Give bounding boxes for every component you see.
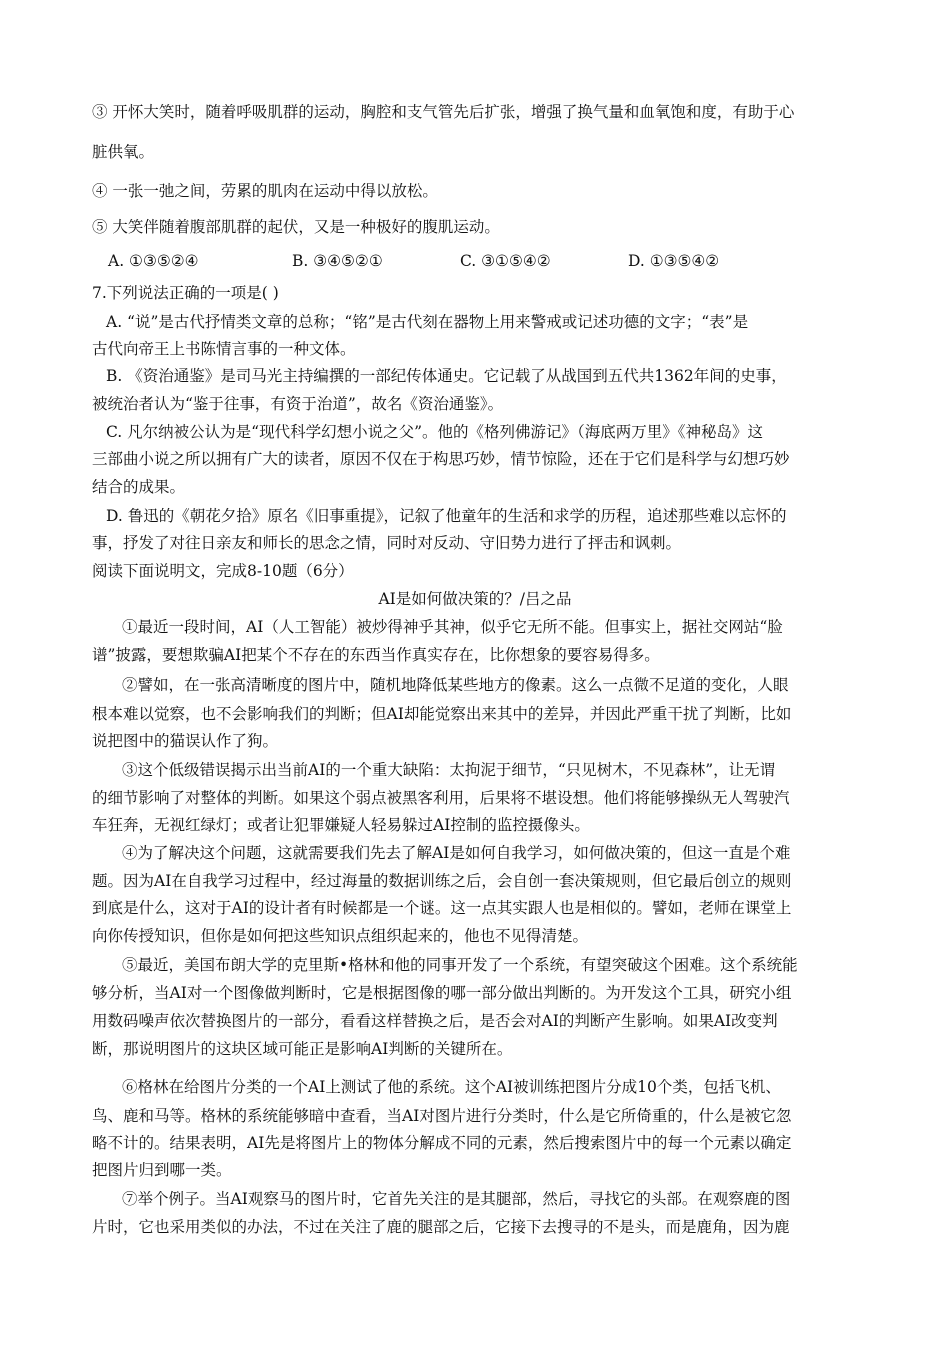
q7-option-a-cont: 古代向帝王上书陈情言事的一种文体。 xyxy=(92,340,356,358)
paragraph-4-line: 题。因为AI在自我学习过程中，经过海量的数据训练之后，会自创一套决策规则，但它最后创立的规则 xyxy=(92,872,792,890)
q7-option-c[interactable]: C. 凡尔纳被公认为是“现代科学幻想小说之父”。他的《格列佛游记》（海底两万里》《神秘岛》这 xyxy=(106,423,764,441)
q6-statement-3-cont: 脏供氧。 xyxy=(92,143,155,161)
paragraph-7: ⑦举个例子。当AI观察马的图片时，它首先关注的是其腿部，然后，寻找它的头部。在观察鹿的图 xyxy=(122,1190,791,1208)
paragraph-5-line: 够分析，当AI对一个图像做判断时，它是根据图像的哪一部分做出判断的。为开发这个工具，研究小组 xyxy=(92,984,792,1002)
paragraph-4-line: 向你传授知识，但你是如何把这些知识点组织起来的，他也不见得清楚。 xyxy=(92,927,589,945)
q6-option-b[interactable]: B. ③④⑤②① xyxy=(292,252,383,270)
q7-stem: 7.下列说法正确的一项是( ) xyxy=(92,284,279,302)
q7-option-b[interactable]: B. 《资治通鉴》是司马光主持编撰的一部纪传体通史。它记载了从战国到五代共1362年间的史事， xyxy=(106,367,787,385)
paragraph-2: ②譬如，在一张高清晰度的图片中，随机地降低某些地方的像素。这么一点微不足道的变化，人眼 xyxy=(122,676,789,694)
paragraph-1-line: 谱”披露，要想欺骗AI把某个不存在的东西当作真实存在，比你想象的要容易得多。 xyxy=(92,646,660,664)
q6-statement-5: ⑤ 大笑伴随着腹部肌群的起伏，又是一种极好的腹肌运动。 xyxy=(92,218,500,236)
paragraph-3: ③这个低级错误揭示出当前AI的一个重大缺陷：太拘泥于细节，“只见树木，不见森林”，让无谓 xyxy=(122,761,776,779)
paragraph-2-line: 说把图中的猫误认作了狗。 xyxy=(92,732,279,750)
paragraph-6-line: 把图片归到哪一类。 xyxy=(92,1161,232,1179)
paragraph-6-line: 略不计的。结果表明，AI先是将图片上的物体分解成不同的元素，然后搜索图片中的每一个元素以确定 xyxy=(92,1134,792,1152)
paragraph-3-line: 车狂奔，无视红绿灯；或者让犯罪嫌疑人轻易躲过AI控制的监控摄像头。 xyxy=(92,816,590,834)
q6-option-d[interactable]: D. ①③⑤④② xyxy=(628,252,720,270)
paragraph-5: ⑤最近，美国布朗大学的克里斯•格林和他的同事开发了一个系统，有望突破这个困难。这个系统能 xyxy=(122,956,798,974)
paragraph-4: ④为了解决这个问题，这就需要我们先去了解AI是如何自我学习，如何做决策的，但这一直是个难 xyxy=(122,844,791,862)
paragraph-4-line: 到底是什么，这对于AI的设计者有时候都是一个谜。这一点其实跟人也是相似的。譬如，老师在课堂上 xyxy=(92,899,792,917)
paragraph-6-line: 鸟、鹿和马等。格林的系统能够暗中查看，当AI对图片进行分类时，什么是它所倚重的，什么是被它忽 xyxy=(92,1107,792,1125)
article-title: AI是如何做决策的？/吕之品 xyxy=(378,590,572,608)
paragraph-3-line: 的细节影响了对整体的判断。如果这个弱点被黑客利用，后果将不堪设想。他们将能够操纵无人驾驶汽 xyxy=(92,789,790,807)
q6-statement-4: ④ 一张一弛之间，劳累的肌肉在运动中得以放松。 xyxy=(92,182,438,200)
paragraph-5-line: 用数码噪声依次替换图片的一部分，看看这样替换之后，是否会对AI的判断产生影响。如果AI改变判 xyxy=(92,1012,778,1030)
q6-option-a[interactable]: A. ①③⑤②④ xyxy=(108,252,199,270)
q6-option-c[interactable]: C. ③①⑤④② xyxy=(460,252,551,270)
paragraph-6: ⑥格林在给图片分类的一个AI上测试了他的系统。这个AI被训练把图片分成10个类，包括飞机、 xyxy=(122,1078,781,1096)
q7-option-b-cont: 被统治者认为“鉴于往事，有资于治道”，故名《资治通鉴》。 xyxy=(92,395,504,413)
paragraph-2-line: 根本难以觉察，也不会影响我们的判断；但AI却能觉察出来其中的差异，并因此严重干扰了判断，比如 xyxy=(92,705,792,723)
q7-option-d-cont: 事，抒发了对往日亲友和师长的思念之情，同时对反动、守旧势力进行了抨击和讽刺。 xyxy=(92,534,682,552)
paragraph-1: ①最近一段时间，AI（人工智能）被炒得神乎其神，似乎它无所不能。但事实上，据社交网站“脸 xyxy=(122,618,783,636)
q7-option-c-cont: 三部曲小说之所以拥有广大的读者，原因不仅在于构思巧妙，情节惊险，还在于它们是科学与幻想巧妙 xyxy=(92,450,790,468)
paragraph-7-line: 片时，它也采用类似的办法，不过在关注了鹿的腿部之后，它接下去搜寻的不是头，而是鹿角，因为鹿 xyxy=(92,1218,790,1236)
q7-option-a[interactable]: A. “说”是古代抒情类文章的总称；“铭”是古代刻在器物上用来警戒或记述功德的文字；“表”是 xyxy=(106,313,749,331)
q6-statement-3: ③ 开怀大笑时，随着呼吸肌群的运动，胸腔和支气管先后扩张，增强了换气量和血氧饱和度，有助于心 xyxy=(92,103,795,121)
q7-option-c-cont2: 结合的成果。 xyxy=(92,478,186,496)
q7-option-d[interactable]: D. 鲁迅的《朝花夕拾》原名《旧事重提》，记叙了他童年的生活和求学的历程，追述那些难以忘怀的 xyxy=(106,507,787,525)
reading-intro: 阅读下面说明文，完成8-10题（6分） xyxy=(92,562,354,580)
paragraph-5-line: 断，那说明图片的这块区域可能正是影响AI判断的关键所在。 xyxy=(92,1040,513,1058)
